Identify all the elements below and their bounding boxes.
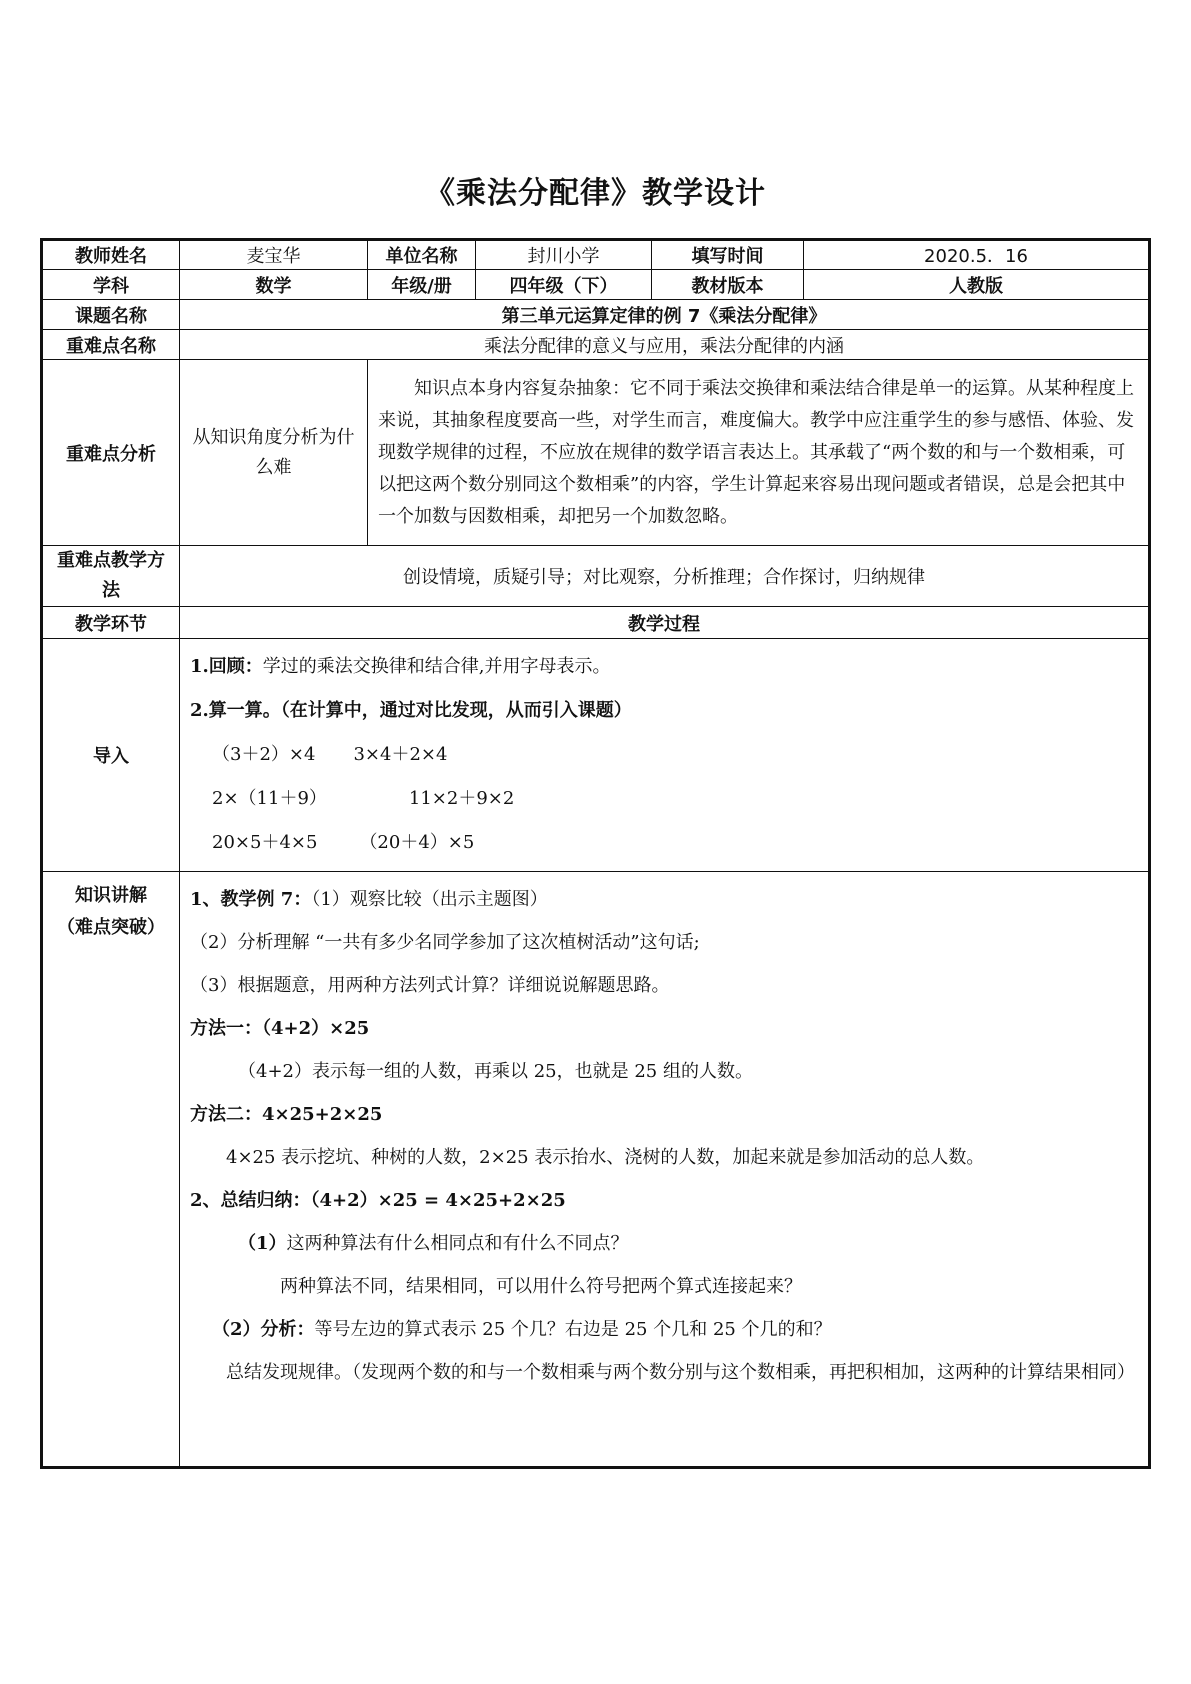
expr-2a: 2×（11＋9） — [212, 788, 327, 809]
example-heading: 1、教学例 7： — [190, 889, 312, 910]
info-row-2 — [42, 270, 1150, 300]
intro-calc-heading: 2.算一算。（在计算中，通过对比发现，从而引入课题） — [190, 700, 632, 721]
unit-value: 封川小学 — [476, 240, 652, 270]
method-one-explanation: （4+2）表示每一组的人数，再乘以 25，也就是 25 组的人数。 — [238, 1061, 753, 1082]
expr-1b: 3×4＋2×4 — [353, 744, 448, 765]
grade-value: 四年级（下） — [476, 270, 652, 300]
grade-label: 年级/册 — [368, 270, 476, 300]
analysis-row — [42, 360, 1150, 546]
intro-content — [180, 639, 1150, 872]
key-point-label: 重难点名称 — [42, 330, 180, 360]
topic-value: 第三单元运算定律的例 7《乘法分配律》 — [180, 300, 1150, 330]
method-label: 重难点教学方法 — [42, 546, 180, 607]
lesson-plan-table — [40, 238, 1151, 1469]
subject-value: 数学 — [180, 270, 368, 300]
knowledge-label-line1: 知识讲解 — [75, 885, 147, 906]
method-one-heading: 方法一：（4+2）×25 — [190, 1018, 370, 1039]
question-1-number: （1） — [238, 1233, 287, 1254]
method-value: 创设情境，质疑引导；对比观察，分析推理；合作探讨，归纳规律 — [180, 546, 1150, 607]
teacher-value: 麦宝华 — [180, 240, 368, 270]
expr-3b: （20＋4）×5 — [359, 832, 475, 853]
analysis-step-text: 等号左边的算式表示 25 个几？右边是 25 个几和 25 个几的和？ — [314, 1319, 832, 1340]
knowledge-label-line2: （难点突破） — [57, 917, 165, 938]
question-1-text: 这两种算法有什么相同点和有什么不同点？ — [286, 1233, 629, 1254]
document-title: 《乘法分配律》教学设计 — [425, 176, 766, 211]
key-point-row — [42, 330, 1150, 360]
key-point-value: 乘法分配律的意义与应用，乘法分配律的内涵 — [180, 330, 1150, 360]
analysis-label: 重难点分析 — [42, 360, 180, 546]
intro-label: 导入 — [42, 639, 180, 872]
topic-row — [42, 300, 1150, 330]
example-step-3: （3）根据题意，用两种方法列式计算？详细说说解题思路。 — [190, 975, 670, 996]
knowledge-label — [42, 872, 180, 1468]
expr-3a: 20×5＋4×5 — [212, 832, 318, 853]
date-value: 2020.5．16 — [804, 240, 1150, 270]
analysis-subtitle: 从知识角度分析为什么难 — [180, 360, 368, 546]
example-step-2: （2）分析理解 “一共有多少名同学参加了这次植树活动”这句话; — [190, 932, 700, 953]
edition-value: 人教版 — [804, 270, 1150, 300]
date-label: 填写时间 — [652, 240, 804, 270]
knowledge-content — [180, 872, 1150, 1468]
rule-summary: 总结发现规律。（发现两个数的和与一个数相乘与两个数分别与这个数相乘，再把积相加，这两种的计算结果相同） — [226, 1362, 1135, 1383]
stage-header-row — [42, 607, 1150, 639]
intro-review-text: 学过的乘法交换律和结合律,并用字母表示。 — [262, 656, 611, 677]
example-step-1: （1）观察比较（出示主题图） — [311, 889, 548, 910]
teacher-label: 教师姓名 — [42, 240, 180, 270]
unit-label: 单位名称 — [368, 240, 476, 270]
expr-2b: 11×2＋9×2 — [408, 788, 515, 809]
topic-label: 课题名称 — [42, 300, 180, 330]
process-label: 教学过程 — [180, 607, 1150, 639]
method-row — [42, 546, 1150, 607]
expr-1a: （3＋2）×4 — [212, 744, 316, 765]
subject-label: 学科 — [42, 270, 180, 300]
question-1-followup: 两种算法不同，结果相同，可以用什么符号把两个算式连接起来？ — [280, 1276, 802, 1297]
info-row-1 — [42, 240, 1150, 270]
edition-label: 教材版本 — [652, 270, 804, 300]
intro-row — [42, 639, 1150, 872]
summary-heading: 2、总结归纳：（4+2）×25 = 4×25+2×25 — [190, 1190, 566, 1211]
stage-label: 教学环节 — [42, 607, 180, 639]
intro-review-heading: 1.回顾： — [190, 656, 263, 677]
analysis-text: 知识点本身内容复杂抽象：它不同于乘法交换律和乘法结合律是单一的运算。从某种程度上来说，其抽象程度要高一些，对学生而言，难度偏大。教学中应注重学生的参与感悟、体验、发现数学规律的过程，不应放在规律的数学语言表达上。其承载了“两个数的和与一个数相乘，可以把这两个数分别同这个数相乘”的内容，学生计算起来容易出现问题或者错误，总是会把其中一个加数与因数相乘，却把另一个加数忽略。 — [368, 360, 1150, 546]
knowledge-row — [42, 872, 1150, 1468]
method-two-explanation: 4×25 表示挖坑、种树的人数，2×25 表示抬水、浇树的人数，加起来就是参加活动的总人数。 — [226, 1147, 985, 1168]
analysis-step-heading: （2）分析： — [212, 1319, 315, 1340]
method-two-heading: 方法二：4×25+2×25 — [190, 1104, 383, 1125]
